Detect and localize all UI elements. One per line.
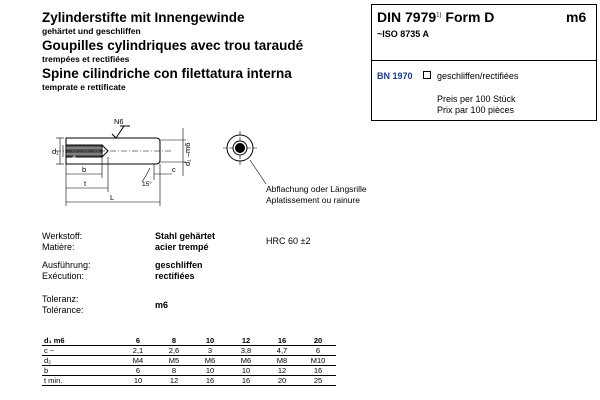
note-de: Abflachung oder Längsrille (266, 184, 367, 194)
table-row (42, 346, 336, 356)
din-label: DIN 7979 (377, 9, 437, 25)
table-cell: 20 (264, 376, 300, 386)
din-tolerance: m6 (566, 9, 587, 25)
finish-de: geschliffen (155, 260, 203, 270)
table-cell: 10 (192, 366, 228, 376)
table-header-cell: 8 (156, 336, 192, 346)
table-cell: M4 (120, 356, 156, 366)
table-cell: 25 (300, 376, 336, 386)
label-t: t (84, 179, 87, 188)
table-header-cell: 12 (228, 336, 264, 346)
title-de: Zylinderstifte mit Innengewinde (42, 10, 245, 25)
surface-mark (112, 126, 124, 138)
subtitle-fr: trempées et rectifiées (42, 54, 130, 64)
ausfuehrung-label: Ausführung: (42, 260, 91, 270)
table-cell: 16 (192, 376, 228, 386)
bn-number: BN 1970 (377, 71, 413, 81)
table-cell: 2,6 (156, 346, 192, 356)
table-cell: 8 (156, 366, 192, 376)
table-cell: 12 (156, 376, 192, 386)
label-angle: 15° (142, 181, 152, 188)
label-l: L (110, 193, 115, 202)
table-row (42, 366, 336, 376)
tolerance-value: m6 (155, 300, 169, 310)
table-cell: M6 (192, 356, 228, 366)
title-fr: Goupilles cylindriques avec trou taraudé (42, 38, 304, 53)
material-de: Stahl gehärtet (155, 231, 216, 241)
label-b: b (82, 165, 87, 174)
dimensions-table (42, 336, 336, 386)
subtitle-it: temprate e rettificate (42, 82, 126, 92)
table-cell: 3,8 (228, 346, 264, 356)
table-cell: 3 (192, 346, 228, 356)
table-cell: M10 (300, 356, 336, 366)
table-row (42, 356, 336, 366)
matiere-label: Matière: (42, 242, 75, 252)
table-header-row (42, 336, 336, 346)
din-form: Form D (445, 9, 495, 25)
note-fr: Aplatissement ou rainure (266, 195, 361, 205)
table-cell: 12 (264, 366, 300, 376)
toleranz-label: Toleranz: (42, 294, 79, 304)
table-cell: t min. (42, 376, 120, 386)
table-header-cell: d₁ m6 (42, 336, 120, 346)
title-it: Spine cilindriche con filettatura interna (42, 66, 292, 81)
table-row (42, 376, 336, 386)
finish-fr: rectifiées (155, 271, 195, 281)
iso-ref: ~ISO 8735 A (377, 29, 429, 39)
table-header-cell: 10 (192, 336, 228, 346)
werkstoff-label: Werkstoff: (42, 231, 83, 241)
table-cell: 16 (300, 366, 336, 376)
table-cell: 2,1 (120, 346, 156, 356)
table-cell: b (42, 366, 120, 376)
material-fr: acier trempé (155, 242, 209, 252)
table-cell: 16 (228, 376, 264, 386)
label-d2: d₂ (72, 155, 79, 162)
table-cell: 4,7 (264, 346, 300, 356)
bn-description: geschliffen/rectifiées (437, 71, 519, 81)
table-header-cell: 16 (264, 336, 300, 346)
label-d1m6: d₁ –m6 (183, 142, 192, 166)
din-footnote: 1) (436, 12, 442, 19)
price-fr: Prix par 100 pièces (437, 105, 515, 115)
end-view-leader (250, 160, 266, 184)
label-n6: N6 (114, 117, 124, 126)
price-de: Preis per 100 Stück (437, 94, 516, 104)
execution-label: Exécution: (42, 271, 85, 281)
table-cell: 10 (120, 376, 156, 386)
hardness: HRC 60 ±2 (266, 236, 311, 246)
table-header-cell: 20 (300, 336, 336, 346)
label-c: c (172, 165, 176, 174)
table-cell: 6 (300, 346, 336, 356)
subtitle-de: gehärtet und geschliffen (42, 26, 141, 36)
table-cell: 10 (228, 366, 264, 376)
table-header-cell: 6 (120, 336, 156, 346)
label-d1: d₁ (52, 147, 59, 156)
table-cell: M8 (264, 356, 300, 366)
table-cell: M6 (228, 356, 264, 366)
table-cell: M5 (156, 356, 192, 366)
table-cell: c ~ (42, 346, 120, 356)
table-cell: d₂ (42, 356, 120, 366)
tolerance-label: Tolérance: (42, 305, 84, 315)
table-cell: 6 (120, 366, 156, 376)
